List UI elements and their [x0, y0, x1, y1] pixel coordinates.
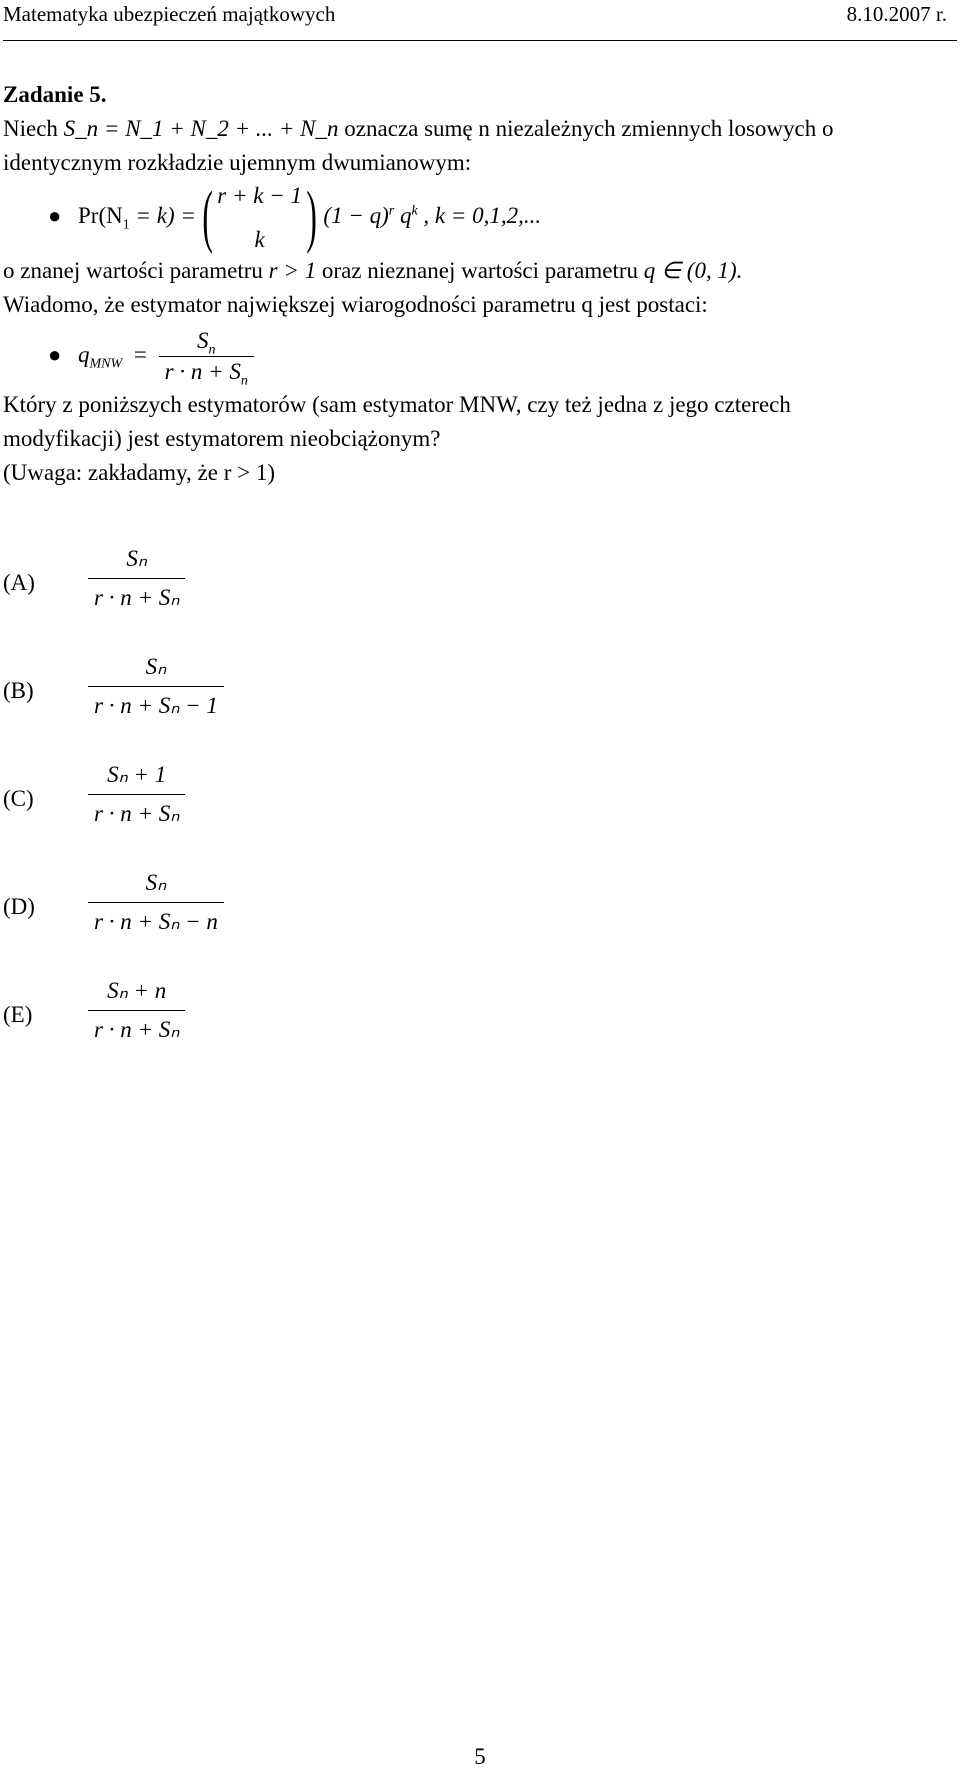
pmf-rhs: (1 − q) — [323, 203, 389, 228]
header-rule — [3, 40, 957, 41]
option-fraction — [88, 540, 185, 617]
intro-prefix: Niech — [3, 116, 58, 141]
option-fraction — [88, 648, 224, 725]
problem-title: Zadanie 5. — [3, 82, 107, 107]
pmf-rhs-sup: r — [388, 203, 395, 219]
option-denominator: r · n + Sₙ — [94, 585, 180, 610]
header-title: Matematyka ubezpieczeń majątkowych — [3, 2, 336, 26]
binom-top: r + k − 1 — [217, 182, 302, 208]
intro-formula: S_n = N_1 + N_2 + ... + N_n — [63, 116, 339, 141]
bullet-icon: ● — [48, 342, 62, 367]
parameters-line — [3, 254, 953, 288]
problem-body — [3, 78, 953, 490]
mle-intro-line: Wiadomo, że estymator największej wiarogodności parametru q jest postaci: — [3, 292, 708, 317]
mle-denominator: $r \cdot n + S_n$ — [164, 359, 248, 389]
binom-bottom: k — [254, 226, 265, 252]
option-label: (D) — [3, 894, 35, 919]
option-fraction — [88, 972, 185, 1049]
option-numerator: Sₙ — [88, 540, 185, 579]
option-fraction — [88, 864, 224, 941]
assumption-note: (Uwaga: zakładamy, że r > 1) — [3, 460, 276, 485]
option-numerator: Sₙ + n — [88, 972, 185, 1011]
option-a — [3, 540, 303, 630]
option-label: (B) — [3, 678, 34, 703]
mle-numerator: $S_n$ — [159, 326, 254, 357]
page-number: 5 — [474, 1744, 486, 1769]
question-line-1: Który z poniższych estymatorów (sam estymator MNW, czy też jedna z jego czterech — [3, 392, 791, 417]
intro-line — [3, 112, 953, 146]
option-numerator: Sₙ — [88, 648, 224, 687]
pmf-formula — [3, 174, 953, 258]
page-header — [3, 2, 957, 32]
distribution-line: identycznym rozkładzie ujemnym dwumianowym: — [3, 150, 472, 175]
option-numerator: Sₙ + 1 — [88, 756, 185, 795]
header-date: 8.10.2007 r. — [846, 2, 947, 26]
params-text-a: o znanej wartości parametru — [3, 258, 263, 283]
intro-suffix: oznacza sumę n niezależnych zmiennych losowych o — [344, 116, 834, 141]
pmf-range: , k = 0,1,2,... — [423, 203, 542, 228]
option-denominator: r · n + Sₙ − n — [94, 909, 218, 934]
params-text-b: oraz nieznanej wartości parametru — [321, 258, 638, 283]
pmf-lhs: Pr(N — [78, 203, 123, 228]
pmf-rhs-q-sup: k — [411, 203, 418, 219]
right-paren-icon: ) — [306, 177, 318, 255]
option-label: (C) — [3, 786, 34, 811]
option-c — [3, 756, 303, 846]
mle-lhs-sub: MNW — [89, 356, 123, 372]
option-b — [3, 648, 303, 738]
cond-q: q ∈ (0, 1). — [643, 258, 743, 283]
option-e — [3, 972, 303, 1062]
pmf-lhs-rest: = k) = — [135, 203, 196, 228]
option-d — [3, 864, 303, 954]
binomial-coefficient — [202, 177, 318, 257]
option-fraction — [88, 756, 185, 833]
pmf-lhs-sub: 1 — [122, 217, 130, 233]
option-denominator: r · n + Sₙ — [94, 1017, 180, 1042]
pmf-rhs-q: q — [399, 203, 412, 228]
option-label: (A) — [3, 570, 35, 595]
question-line-2: modyfikacji) jest estymatorem nieobciążonym? — [3, 426, 441, 451]
left-paren-icon: ( — [202, 177, 213, 255]
bullet-icon: ● — [48, 203, 62, 228]
option-denominator: r · n + Sₙ − 1 — [94, 693, 218, 718]
option-denominator: r · n + Sₙ — [94, 801, 180, 826]
mle-fraction — [159, 326, 254, 387]
cond-r: r > 1 — [268, 258, 317, 283]
mle-lhs: q — [78, 342, 90, 367]
mle-formula — [3, 322, 953, 388]
mle-eq: = — [133, 342, 147, 367]
option-numerator: Sₙ — [88, 864, 224, 903]
option-label: (E) — [3, 1002, 33, 1027]
